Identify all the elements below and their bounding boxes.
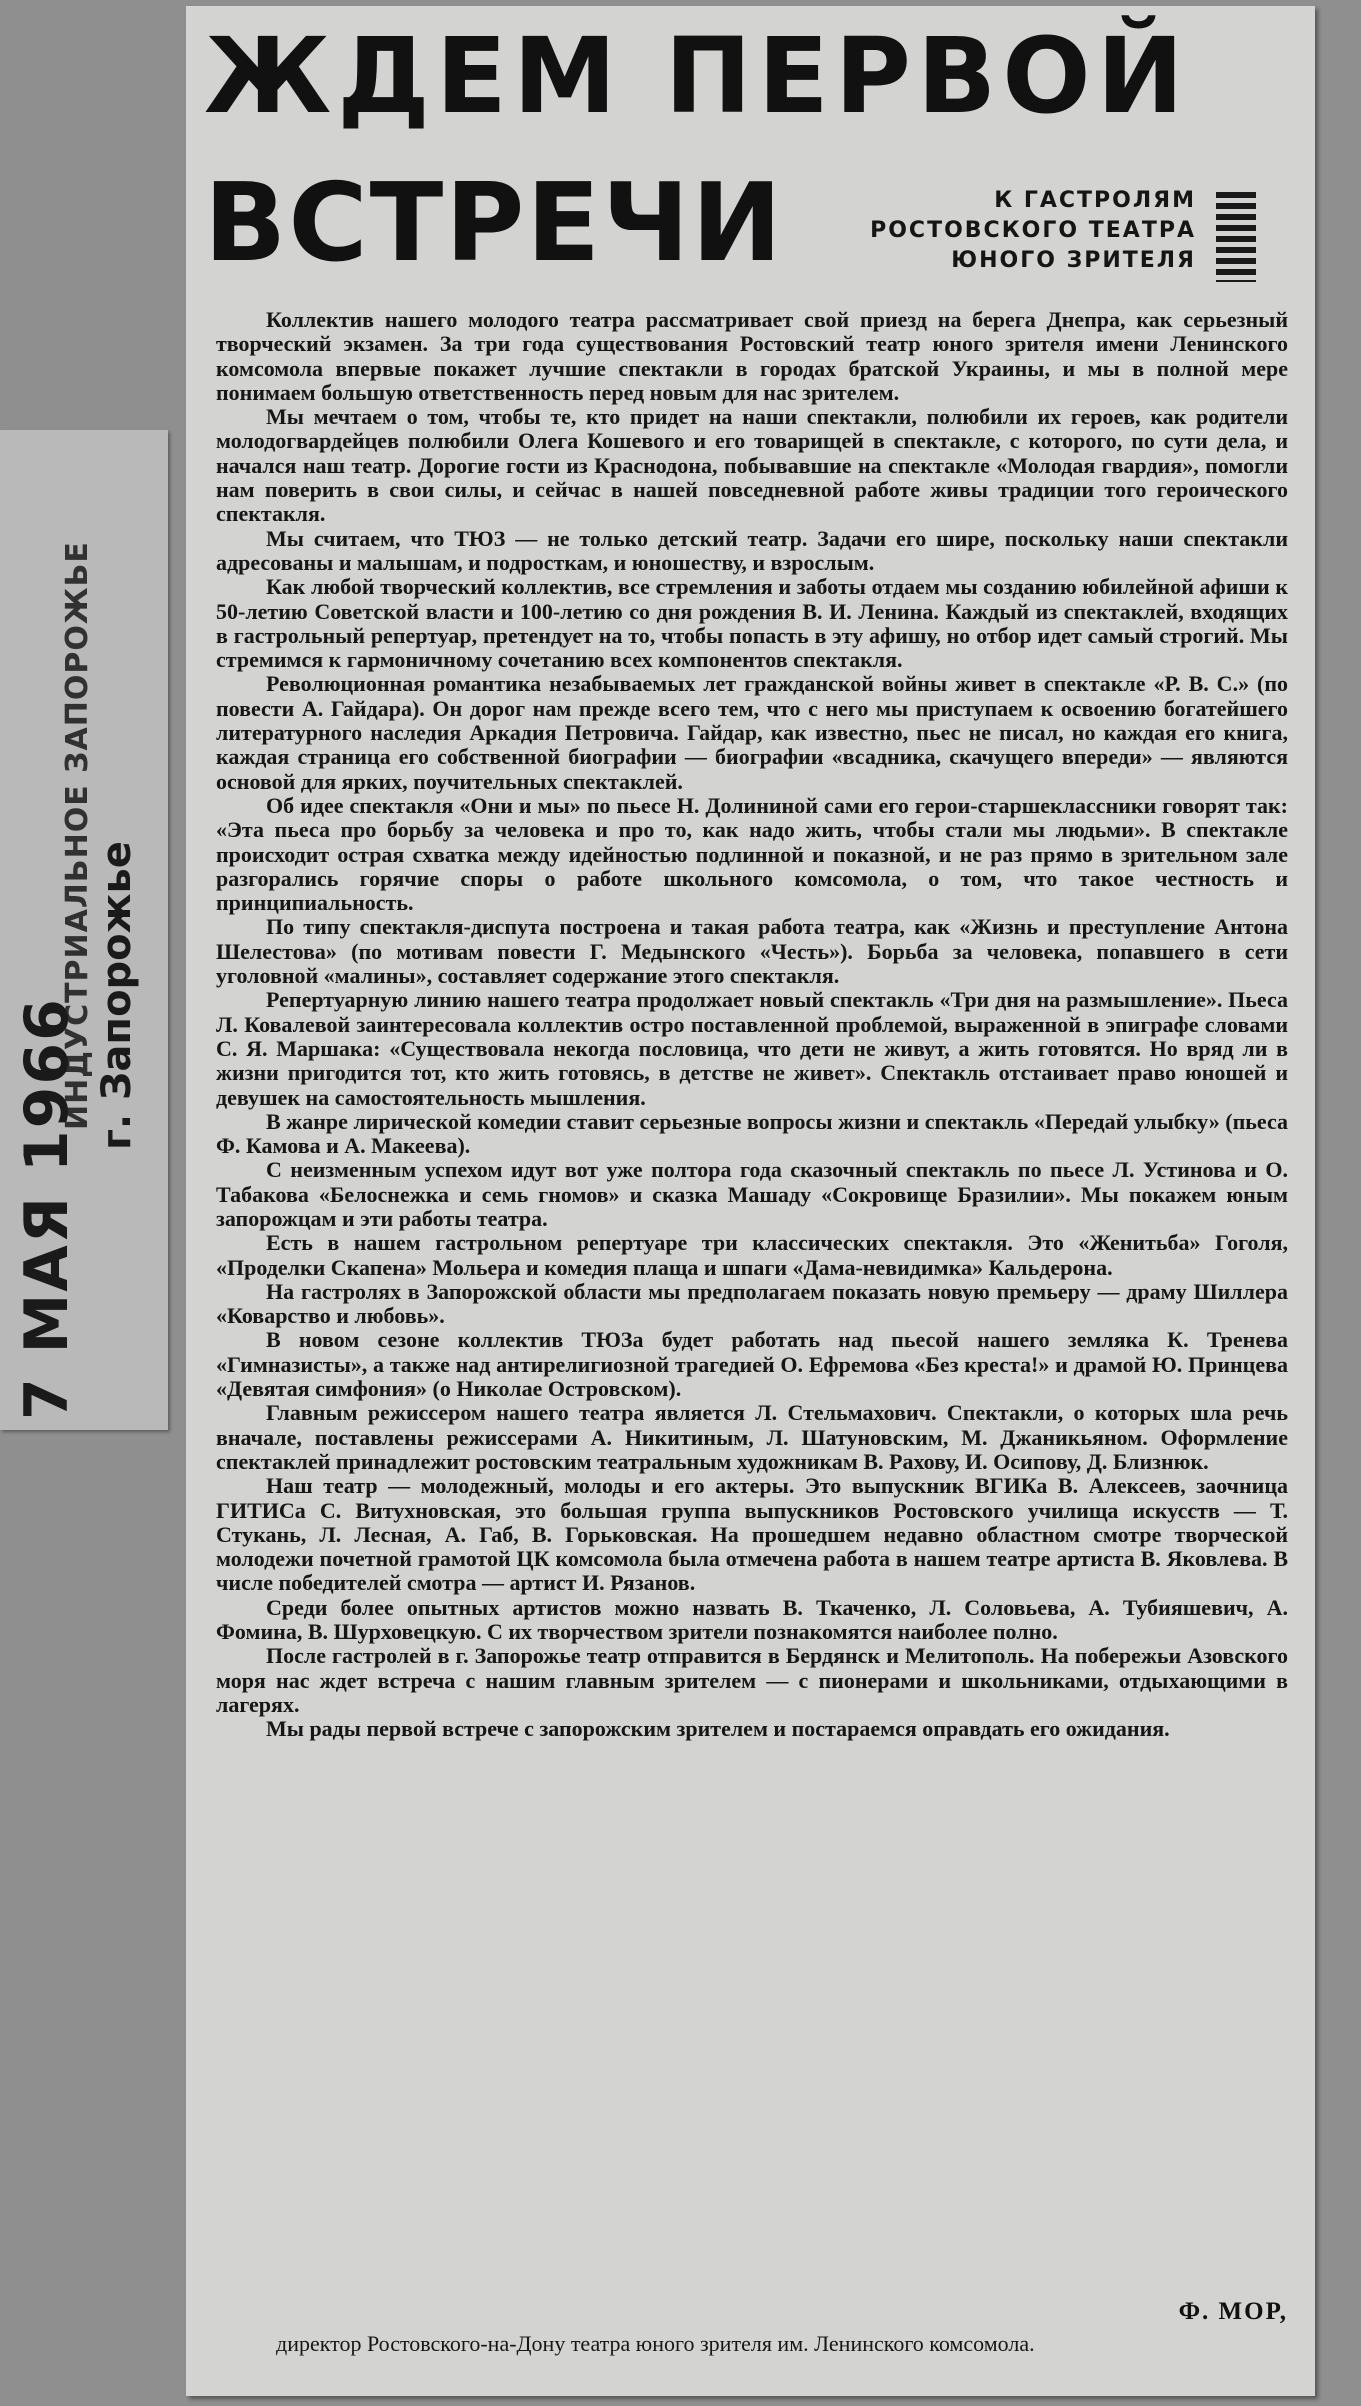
decorative-bars bbox=[1216, 192, 1256, 282]
headline-line-1: ЖДЕМ ПЕРВОЙ bbox=[204, 15, 1190, 137]
paragraph: На гастролях в Запорожской области мы предполагаем показать новую премьеру — драму Шиллера «Коварство и любовь». bbox=[216, 1278, 1288, 1329]
subhead-line-3: ЮНОГО ЗРИТЕЛЯ bbox=[951, 248, 1196, 273]
paragraph: Главным режиссером нашего театра является Л. Стельмахович. Спектакли, о которых шла речь вначале, поставлены режиссерами А. Никитиным, Л. Шатуновским, М. Джаникьяном. Оформление спектаклей принадлежит ростовским театральным художникам В. Рахову, И. Осипову, Д. Близнюк. bbox=[216, 1400, 1288, 1474]
subheadline bbox=[836, 186, 1196, 276]
author-signature: Ф. МОР, bbox=[1178, 2298, 1288, 2325]
subhead-line-2: РОСТОВСКОГО ТЕАТРА bbox=[870, 218, 1196, 243]
headline-line-2: ВСТРЕЧИ bbox=[204, 161, 784, 286]
newspaper-city: г. Запорожье bbox=[94, 841, 140, 1150]
author-credit: директор Ростовского-на-Дону театра юного зрителя им. Ленинского комсомола. bbox=[276, 2331, 1035, 2356]
paragraph: Мы мечтаем о том, чтобы те, кто придет на наши спектакли, полюбили их героев, как родители молодогвардейцев полюбили Олега Кошевого и его товарищей в спектакле, с которого, по сути дела, и начался наш театр. Дорогие гости из Краснодона, побывавшие на спектакле «Молодая гвардия», помогли нам поверить в свои силы, и сейчас в нашей повседневной работе живы традиции того героического спектакля. bbox=[216, 404, 1288, 527]
paragraph: Наш театр — молодежный, молоды и его актеры. Это выпускник ВГИКа В. Алексеев, заочница ГИТИСа С. Витухновская, это большая группа выпускников Ростовского училища искусств — Т. Стукань, Л. Лесная, А. Габ, В. Горьковская. На прошедшем недавно областном смотре творческой молодежи почетной грамотой ЦК комсомола была отмечена работа в нашем театре артиста В. Яковлева. В числе победителей смотра — артист И. Рязанов. bbox=[216, 1473, 1288, 1596]
paragraph: С неизменным успехом идут вот уже полтора года сказочный спектакль по пьесе Л. Устинова и О. Табакова «Белоснежка и семь гномов» и сказка Машаду «Сокровище Бразилии». Мы покажем юным запорожцам и эти работы театра. bbox=[216, 1157, 1288, 1231]
paragraph: Мы считаем, что ТЮЗ — не только детский театр. Задачи его шире, поскольку наши спектакли адресованы и малышам, и подросткам, и юношеству, и взрослым. bbox=[216, 525, 1288, 575]
paragraph: Репертуарную линию нашего театра продолжает новый спектакль «Три дня на размышление». Пьеса Л. Ковалевой заинтересовала коллектив остро поставленной проблемой, выраженной в эпиграфе словами С. Я. Маршака: «Существовала некогда пословица, что дети не живут, а жить готовятся. Но вряд ли в жизни пригодится тот, кто жить готовясь, в детстве не живет». Спектакль отстаивает право юношей и девушек на самостоятельность мышления. bbox=[216, 987, 1288, 1110]
paragraph: После гастролей в г. Запорожье театр отправится в Бердянск и Мелитополь. На побережьи Азовского моря нас ждет встреча с нашим главным зрителем — с пионерами и школьниками, отдыхающими в лагерях. bbox=[216, 1643, 1288, 1717]
source-label-strip bbox=[0, 430, 168, 1430]
paragraph: По типу спектакля-диспута построена и такая работа театра, как «Жизнь и преступление Антона Шелестова» (по мотивам повести Г. Медынского «Честь»). Борьба за человека, попавшего в сети уголовной «малины», составляет содержание этого спектакля. bbox=[216, 914, 1288, 989]
newspaper-name: ИНДУСТРИАЛЬНОЕ ЗАПОРОЖЬЕ bbox=[60, 541, 95, 1130]
paragraph: Как любой творческий коллектив, все стремления и заботы отдаем мы созданию юбилейной афиши к 50-летию Советской власти и 100-летию со дня рождения В. И. Ленина. Каждый из спектаклей, входящих в гастрольный репертуар, претендует на то, чтобы попасть в эту афишу, но отбор идет самый строгий. Мы стремимся к гармоничному сочетанию всех компонентов спектакля. bbox=[216, 574, 1288, 673]
newspaper-clipping bbox=[186, 6, 1315, 2396]
paragraph: Мы рады первой встрече с запорожским зрителем и постараемся оправдать его ожидания. bbox=[266, 1716, 1170, 1742]
paragraph: Коллектив нашего молодого театра рассматривает свой приезд на берега Днепра, как серьезный творческий экзамен. За три года существования Ростовский театр юного зрителя имени Ленинского комсомола впервые покажет лучшие спектакли в городах братской Украины, и мы в полной мере понимаем большую ответственность перед новым для нас зрителем. bbox=[216, 307, 1288, 405]
article-body bbox=[216, 308, 1288, 1742]
paragraph: Есть в нашем гастрольном репертуаре три классических спектакля. Это «Женитьба» Гоголя, «Проделки Скапена» Мольера и комедия плаща и шпаги «Дама-невидимка» Кальдерона. bbox=[216, 1230, 1288, 1280]
paragraph: В жанре лирической комедии ставит серьезные вопросы жизни и спектакль «Передай улыбку» (пьеса Ф. Камова и А. Макеева). bbox=[216, 1108, 1288, 1159]
paragraph: В новом сезоне коллектив ТЮЗа будет работать над пьесой нашего земляка К. Тренева «Гимназисты», а также над антирелигиозной трагедией О. Ефремова «Без креста!» и драмой Ю. Принцева «Девятая симфония» (о Николае Островском). bbox=[216, 1327, 1288, 1402]
paragraph: Революционная романтика незабываемых лет гражданской войны живет в спектакле «Р. В. С.» (по повести А. Гайдара). Он дорог нам прежде всего тем, что с него мы приступаем к освоению богатейшего литературного наследия Аркадия Петровича. Гайдар, как известно, пьес не писал, но каждая его книга, каждая страница его собственной биографии — биографии «всадника, скачущего впереди» — являются основой для ярких, поучительных спектаклей. bbox=[216, 671, 1288, 794]
publication-date: 7 МАЯ 1966 bbox=[12, 997, 82, 1420]
paragraph: Об идее спектакля «Они и мы» по пьесе Н. Долининой сами его герои-старшеклассники говорят так: «Эта пьеса про борьбу за человека и про то, как надо жить, чтобы стали мы людьми». В спектакле происходит острая схватка между идейностью подлинной и показной, и не раз прямо в зрительном зале разгорались горячие споры о работе школьного комсомола, о том, что такое честность и принципиальность. bbox=[216, 792, 1288, 916]
paragraph: Среди более опытных артистов можно назвать В. Ткаченко, Л. Соловьева, А. Тубияшевич, А. Фомина, В. Шурховецкую. С их творчеством зрители познакомятся наиболее полно. bbox=[216, 1594, 1288, 1645]
subhead-line-1: К ГАСТРОЛЯМ bbox=[994, 188, 1196, 213]
